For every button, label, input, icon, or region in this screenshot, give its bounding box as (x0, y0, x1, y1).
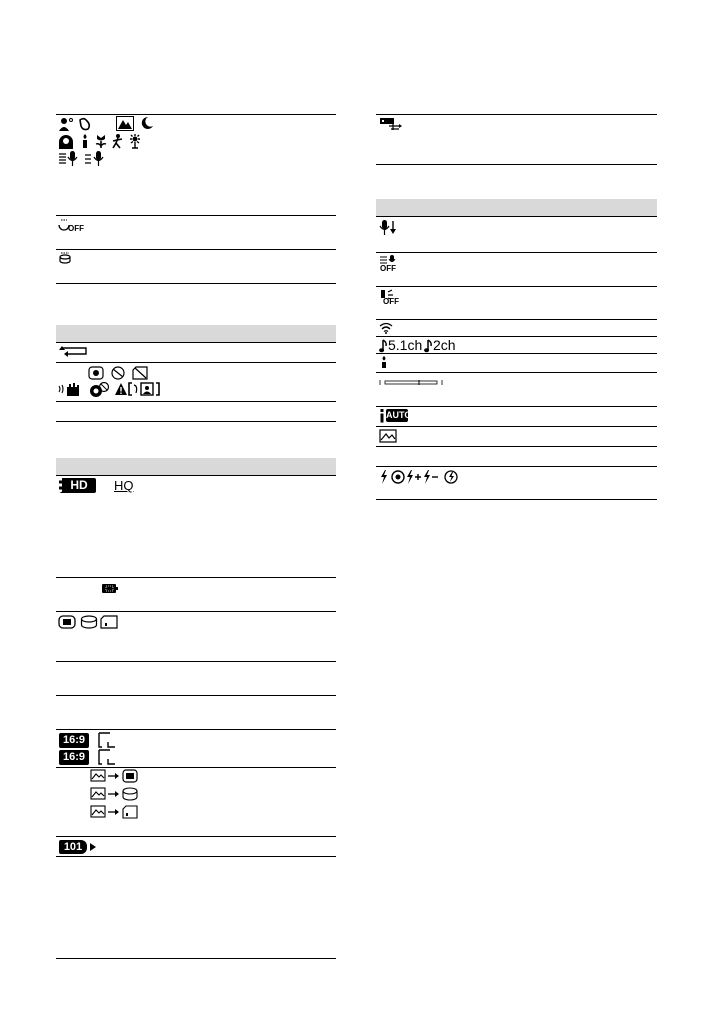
divider (56, 836, 336, 837)
divider (56, 421, 336, 422)
stabilizer-icon (58, 252, 72, 266)
divider (56, 215, 336, 216)
divider (376, 446, 657, 447)
note-icon (379, 339, 388, 353)
photo-icon (379, 429, 397, 443)
hd-badge: HD (59, 478, 96, 493)
divider (376, 216, 657, 217)
stereo-label: 2ch (433, 337, 456, 353)
section-header (56, 458, 336, 475)
divider (376, 114, 657, 115)
wind-noise-mic-icon (58, 151, 82, 166)
divider (56, 283, 336, 284)
section-header (376, 199, 657, 216)
camera-shake-icon (58, 382, 84, 397)
divider (376, 252, 657, 253)
divider (56, 362, 336, 363)
fireworks-icon (128, 134, 142, 149)
aspect-ratio-badge: 16:9 (59, 733, 89, 748)
divider (376, 286, 657, 287)
child-portrait-icon (58, 134, 74, 149)
macro-flower-icon (94, 134, 108, 149)
card-error-icon (132, 366, 148, 380)
flash-modes-icon (379, 469, 465, 485)
image-size-small-icon (98, 749, 116, 765)
divider (56, 342, 336, 343)
mic-level-low-icon (379, 220, 397, 235)
photo-to-internal-memory-icon (90, 769, 140, 783)
photo-to-hard-disk-icon (90, 787, 140, 801)
hard-disk-icon (80, 615, 98, 629)
warning-triangle-icon (114, 382, 128, 396)
info-icon (379, 409, 385, 423)
disc-warning-icon (110, 366, 126, 380)
aspect-ratio-badge: 16:9 (59, 750, 89, 765)
level-bar-icon (379, 378, 443, 387)
auto-badge: AUTO (386, 410, 412, 420)
divider (376, 426, 657, 427)
usb-connection-icon (379, 117, 403, 131)
divider (56, 611, 336, 612)
divider (376, 353, 657, 354)
sports-icon (112, 134, 124, 149)
hq-label: HQ (114, 478, 134, 493)
lens-warning-icon (88, 382, 110, 397)
divider (56, 475, 336, 476)
landscape-icon (116, 116, 134, 131)
night-moon-icon (140, 116, 154, 130)
play-arrow-icon (90, 843, 96, 851)
divider (56, 856, 336, 857)
divider (56, 958, 336, 959)
off-label: OFF (380, 264, 396, 273)
off-label: OFF (68, 224, 84, 233)
repeat-icon (58, 345, 90, 359)
note-icon (424, 339, 433, 353)
memory-card-icon (100, 615, 118, 629)
image-size-large-icon (98, 732, 116, 748)
off-label: OFF (383, 297, 399, 306)
internal-memory-icon (58, 615, 76, 629)
candle-icon (80, 134, 90, 149)
divider (56, 401, 336, 402)
divider (376, 372, 657, 373)
candle-icon (380, 356, 388, 368)
divider (376, 406, 657, 407)
voice-mic-icon (84, 151, 108, 166)
divider (56, 114, 336, 115)
divider (376, 319, 657, 320)
divider (376, 466, 657, 467)
soft-skin-icon (78, 117, 94, 131)
surround-label: 5.1ch (388, 337, 423, 353)
memory-card-warning-icon (88, 366, 104, 380)
divider (56, 695, 336, 696)
photo-to-memory-card-icon (90, 805, 140, 819)
face-frame-icon (128, 382, 160, 396)
divider (56, 249, 336, 250)
section-header (56, 325, 336, 342)
wireless-icon (379, 322, 393, 334)
divider (376, 164, 657, 165)
divider (56, 729, 336, 730)
divider (56, 661, 336, 662)
folder-number-badge: 101 (59, 840, 87, 854)
portrait-icon (58, 117, 76, 131)
battery-icon (102, 584, 118, 593)
divider (56, 767, 336, 768)
divider (56, 577, 336, 578)
divider (376, 499, 657, 500)
